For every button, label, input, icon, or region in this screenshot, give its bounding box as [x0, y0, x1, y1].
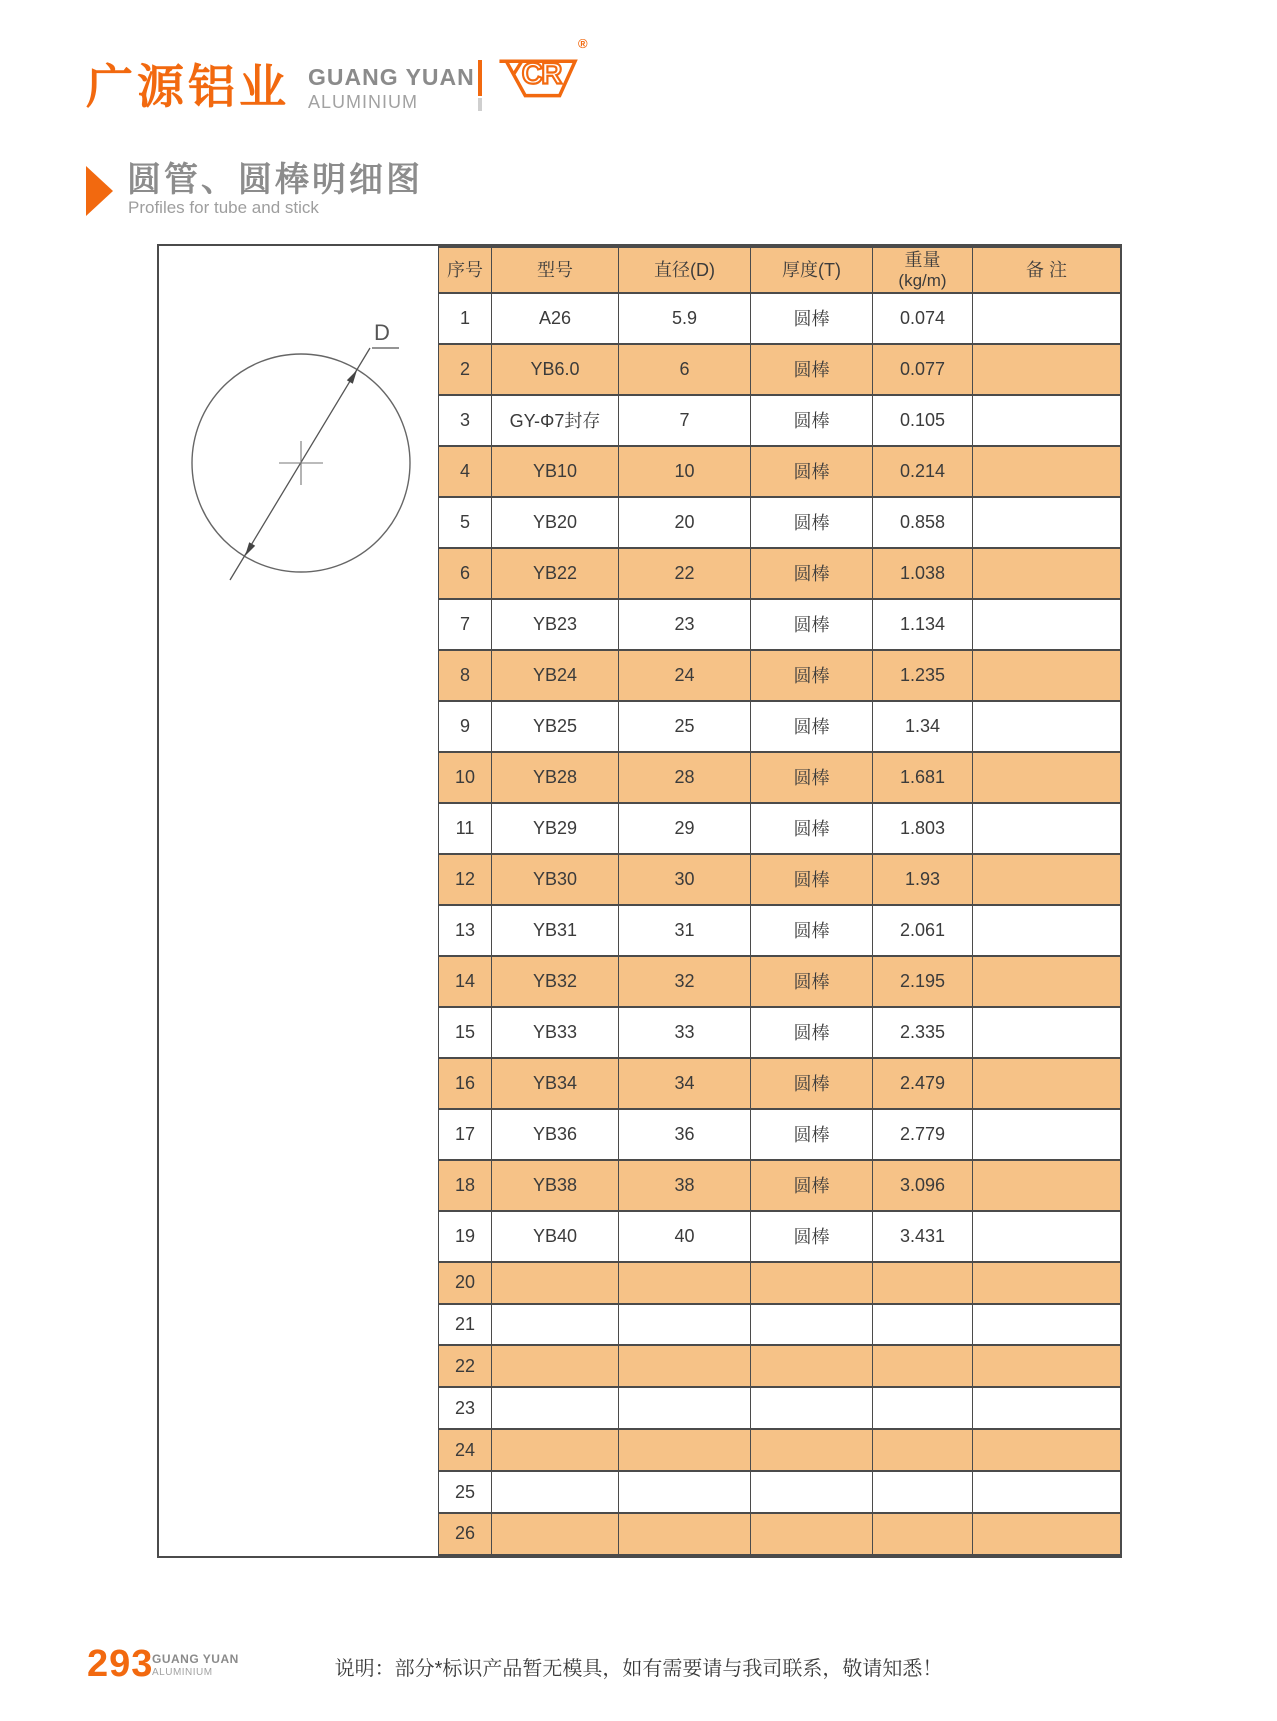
- col-header-remark: 备 注: [973, 247, 1121, 293]
- cell-diameter: 29: [619, 803, 751, 854]
- cell-thickness: [751, 1387, 873, 1429]
- cell-weight: 3.096: [873, 1160, 973, 1211]
- cell-diameter: [619, 1513, 751, 1555]
- table-row: [439, 803, 1121, 854]
- registered-trademark: ®: [578, 36, 588, 51]
- table-row: [439, 599, 1121, 650]
- table-row: [439, 905, 1121, 956]
- cell-remark: [973, 1160, 1121, 1211]
- cell-remark: [973, 1304, 1121, 1346]
- cell-weight: [873, 1471, 973, 1513]
- cell-no: 10: [439, 752, 492, 803]
- table-row: [439, 497, 1121, 548]
- cell-diameter: 20: [619, 497, 751, 548]
- cell-thickness: 圆棒: [751, 497, 873, 548]
- cell-model: YB28: [492, 752, 619, 803]
- cell-diameter: 25: [619, 701, 751, 752]
- cell-thickness: 圆棒: [751, 599, 873, 650]
- cell-model: YB31: [492, 905, 619, 956]
- cell-remark: [973, 1345, 1121, 1387]
- table-row: [439, 1513, 1121, 1555]
- brand-logo-en-line2: ALUMINIUM: [308, 92, 419, 112]
- cell-thickness: 圆棒: [751, 752, 873, 803]
- cell-weight: [873, 1304, 973, 1346]
- cell-model: [492, 1262, 619, 1304]
- cell-diameter: 7: [619, 395, 751, 446]
- arrowhead-top-icon: [347, 370, 357, 384]
- cell-thickness: 圆棒: [751, 548, 873, 599]
- cell-remark: [973, 446, 1121, 497]
- cell-model: YB23: [492, 599, 619, 650]
- cell-thickness: 圆棒: [751, 650, 873, 701]
- cell-no: 7: [439, 599, 492, 650]
- table-row: [439, 1007, 1121, 1058]
- cell-remark: [973, 905, 1121, 956]
- cell-remark: [973, 497, 1121, 548]
- cell-diameter: 33: [619, 1007, 751, 1058]
- col-header-no: 序号: [439, 247, 492, 293]
- page-subtitle: Profiles for tube and stick: [128, 198, 319, 217]
- cell-no: 19: [439, 1211, 492, 1262]
- cell-diameter: 22: [619, 548, 751, 599]
- table-row: [439, 956, 1121, 1007]
- cell-no: 18: [439, 1160, 492, 1211]
- table-row: [439, 701, 1121, 752]
- cell-thickness: [751, 1513, 873, 1555]
- cell-model: YB29: [492, 803, 619, 854]
- table-row: [439, 1058, 1121, 1109]
- cell-weight: 2.479: [873, 1058, 973, 1109]
- cell-weight: [873, 1513, 973, 1555]
- cell-thickness: 圆棒: [751, 701, 873, 752]
- table-header-row: [439, 247, 1121, 293]
- cell-remark: [973, 803, 1121, 854]
- cell-no: 9: [439, 701, 492, 752]
- brand-logo-en-line1: GUANG YUAN: [308, 64, 475, 90]
- cell-no: 23: [439, 1387, 492, 1429]
- cell-weight: 1.681: [873, 752, 973, 803]
- cell-no: 25: [439, 1471, 492, 1513]
- cell-remark: [973, 701, 1121, 752]
- cell-weight: 0.214: [873, 446, 973, 497]
- cell-remark: [973, 650, 1121, 701]
- cell-remark: [973, 1387, 1121, 1429]
- cell-weight: [873, 1262, 973, 1304]
- cell-weight: 1.34: [873, 701, 973, 752]
- table-row: [439, 344, 1121, 395]
- cell-weight: 0.105: [873, 395, 973, 446]
- cell-no: 5: [439, 497, 492, 548]
- cell-model: YB38: [492, 1160, 619, 1211]
- cell-no: 16: [439, 1058, 492, 1109]
- table-row: [439, 1471, 1121, 1513]
- cell-thickness: 圆棒: [751, 1211, 873, 1262]
- diameter-label: D: [374, 320, 390, 345]
- table-row: [439, 293, 1121, 344]
- cell-weight: 0.074: [873, 293, 973, 344]
- cell-no: 11: [439, 803, 492, 854]
- cell-model: [492, 1471, 619, 1513]
- cell-weight: [873, 1345, 973, 1387]
- cell-no: 1: [439, 293, 492, 344]
- cell-model: YB30: [492, 854, 619, 905]
- logo-divider: [478, 60, 482, 96]
- table-row: [439, 446, 1121, 497]
- cell-diameter: 31: [619, 905, 751, 956]
- cell-no: 15: [439, 1007, 492, 1058]
- cell-no: 24: [439, 1429, 492, 1471]
- table-row: [439, 1304, 1121, 1346]
- cell-weight: 2.061: [873, 905, 973, 956]
- cell-diameter: [619, 1429, 751, 1471]
- cell-thickness: 圆棒: [751, 446, 873, 497]
- cell-remark: [973, 1211, 1121, 1262]
- cell-model: YB40: [492, 1211, 619, 1262]
- cell-thickness: 圆棒: [751, 1109, 873, 1160]
- cell-diameter: 5.9: [619, 293, 751, 344]
- cell-remark: [973, 395, 1121, 446]
- cell-thickness: 圆棒: [751, 803, 873, 854]
- cell-diameter: [619, 1345, 751, 1387]
- footer-logo: [152, 1653, 239, 1678]
- cell-thickness: [751, 1304, 873, 1346]
- brand-logo-en: [308, 66, 475, 111]
- table-row: [439, 752, 1121, 803]
- cell-weight: 0.858: [873, 497, 973, 548]
- col-header-model: 型号: [492, 247, 619, 293]
- cell-weight: 1.134: [873, 599, 973, 650]
- cell-diameter: 32: [619, 956, 751, 1007]
- cell-thickness: 圆棒: [751, 854, 873, 905]
- footer-note: 说明：部分*标识产品暂无模具，如有需要请与我司联系，敬请知悉！: [334, 1658, 943, 1680]
- cell-diameter: 23: [619, 599, 751, 650]
- cell-remark: [973, 1513, 1121, 1555]
- cell-weight: 2.195: [873, 956, 973, 1007]
- cell-remark: [973, 1058, 1121, 1109]
- cell-diameter: 36: [619, 1109, 751, 1160]
- table-row: [439, 650, 1121, 701]
- table-row: [439, 854, 1121, 905]
- cell-remark: [973, 1262, 1121, 1304]
- cell-thickness: [751, 1471, 873, 1513]
- cell-model: YB24: [492, 650, 619, 701]
- cell-weight: [873, 1387, 973, 1429]
- col-header-diameter: 直径(D): [619, 247, 751, 293]
- cell-model: YB32: [492, 956, 619, 1007]
- cell-remark: [973, 599, 1121, 650]
- cell-model: [492, 1513, 619, 1555]
- cell-no: 17: [439, 1109, 492, 1160]
- cell-remark: [973, 956, 1121, 1007]
- cell-thickness: 圆棒: [751, 395, 873, 446]
- cell-remark: [973, 293, 1121, 344]
- cell-no: 13: [439, 905, 492, 956]
- cell-remark: [973, 1471, 1121, 1513]
- cell-diameter: 40: [619, 1211, 751, 1262]
- cell-thickness: 圆棒: [751, 1160, 873, 1211]
- cell-remark: [973, 1429, 1121, 1471]
- page-number: 293: [87, 1643, 154, 1685]
- table-row: [439, 1160, 1121, 1211]
- page-title: 圆管、圆棒明细图: [127, 161, 423, 199]
- col-header-thickness: 厚度(T): [751, 247, 873, 293]
- cell-diameter: 6: [619, 344, 751, 395]
- cell-model: YB33: [492, 1007, 619, 1058]
- cell-remark: [973, 548, 1121, 599]
- cell-diameter: [619, 1471, 751, 1513]
- cell-weight: 2.779: [873, 1109, 973, 1160]
- section-marker-icon: [86, 166, 113, 216]
- cell-no: 22: [439, 1345, 492, 1387]
- cell-no: 21: [439, 1304, 492, 1346]
- table-row: [439, 1345, 1121, 1387]
- cell-thickness: 圆棒: [751, 956, 873, 1007]
- footer-logo-line2: ALUMINIUM: [152, 1667, 213, 1678]
- cell-model: YB6.0: [492, 344, 619, 395]
- table-row: [439, 1109, 1121, 1160]
- cell-weight: 1.235: [873, 650, 973, 701]
- col-header-weight: 重量 (kg/m): [873, 247, 973, 293]
- profiles-table: [438, 246, 1121, 1556]
- cell-weight: 3.431: [873, 1211, 973, 1262]
- cell-model: YB22: [492, 548, 619, 599]
- spec-board: [157, 244, 1122, 1558]
- cell-weight: 1.803: [873, 803, 973, 854]
- cell-no: 20: [439, 1262, 492, 1304]
- cell-diameter: [619, 1304, 751, 1346]
- cell-diameter: 28: [619, 752, 751, 803]
- cell-thickness: 圆棒: [751, 1007, 873, 1058]
- table-row: [439, 1262, 1121, 1304]
- cell-model: GY-Φ7封存: [492, 395, 619, 446]
- cell-remark: [973, 1007, 1121, 1058]
- brand-logo-cn: 广源铝业: [86, 60, 290, 113]
- cell-no: 26: [439, 1513, 492, 1555]
- cell-model: YB25: [492, 701, 619, 752]
- cell-diameter: 38: [619, 1160, 751, 1211]
- cell-no: 6: [439, 548, 492, 599]
- table-body: [439, 293, 1121, 1555]
- cell-weight: 1.038: [873, 548, 973, 599]
- cell-no: 2: [439, 344, 492, 395]
- brand-mark-icon: [496, 42, 582, 108]
- cell-weight: [873, 1429, 973, 1471]
- cell-model: YB10: [492, 446, 619, 497]
- cell-weight: 0.077: [873, 344, 973, 395]
- cell-thickness: 圆棒: [751, 344, 873, 395]
- cell-remark: [973, 344, 1121, 395]
- cell-diameter: 34: [619, 1058, 751, 1109]
- cell-no: 3: [439, 395, 492, 446]
- cell-remark: [973, 752, 1121, 803]
- cell-model: [492, 1429, 619, 1471]
- cell-diameter: 30: [619, 854, 751, 905]
- cell-model: YB20: [492, 497, 619, 548]
- svg-text:CR: CR: [521, 58, 561, 91]
- tube-diameter-diagram: [159, 246, 440, 1556]
- cell-no: 4: [439, 446, 492, 497]
- cell-remark: [973, 1109, 1121, 1160]
- cell-thickness: [751, 1429, 873, 1471]
- table-row: [439, 1211, 1121, 1262]
- footer-logo-line1: GUANG YUAN: [152, 1652, 239, 1666]
- cell-diameter: 10: [619, 446, 751, 497]
- table-row: [439, 548, 1121, 599]
- cell-no: 8: [439, 650, 492, 701]
- cell-diameter: 24: [619, 650, 751, 701]
- cell-remark: [973, 854, 1121, 905]
- cell-weight: 2.335: [873, 1007, 973, 1058]
- cell-weight: 1.93: [873, 854, 973, 905]
- cell-no: 12: [439, 854, 492, 905]
- cell-model: [492, 1304, 619, 1346]
- cell-thickness: 圆棒: [751, 1058, 873, 1109]
- cell-model: [492, 1345, 619, 1387]
- cell-thickness: [751, 1345, 873, 1387]
- arrowhead-bottom-icon: [245, 542, 255, 556]
- table-row: [439, 1429, 1121, 1471]
- cell-thickness: [751, 1262, 873, 1304]
- cell-model: A26: [492, 293, 619, 344]
- cell-no: 14: [439, 956, 492, 1007]
- cell-diameter: [619, 1387, 751, 1429]
- cell-thickness: 圆棒: [751, 293, 873, 344]
- table-row: [439, 395, 1121, 446]
- cell-thickness: 圆棒: [751, 905, 873, 956]
- cell-model: YB34: [492, 1058, 619, 1109]
- table-row: [439, 1387, 1121, 1429]
- cell-model: [492, 1387, 619, 1429]
- cell-model: YB36: [492, 1109, 619, 1160]
- cell-diameter: [619, 1262, 751, 1304]
